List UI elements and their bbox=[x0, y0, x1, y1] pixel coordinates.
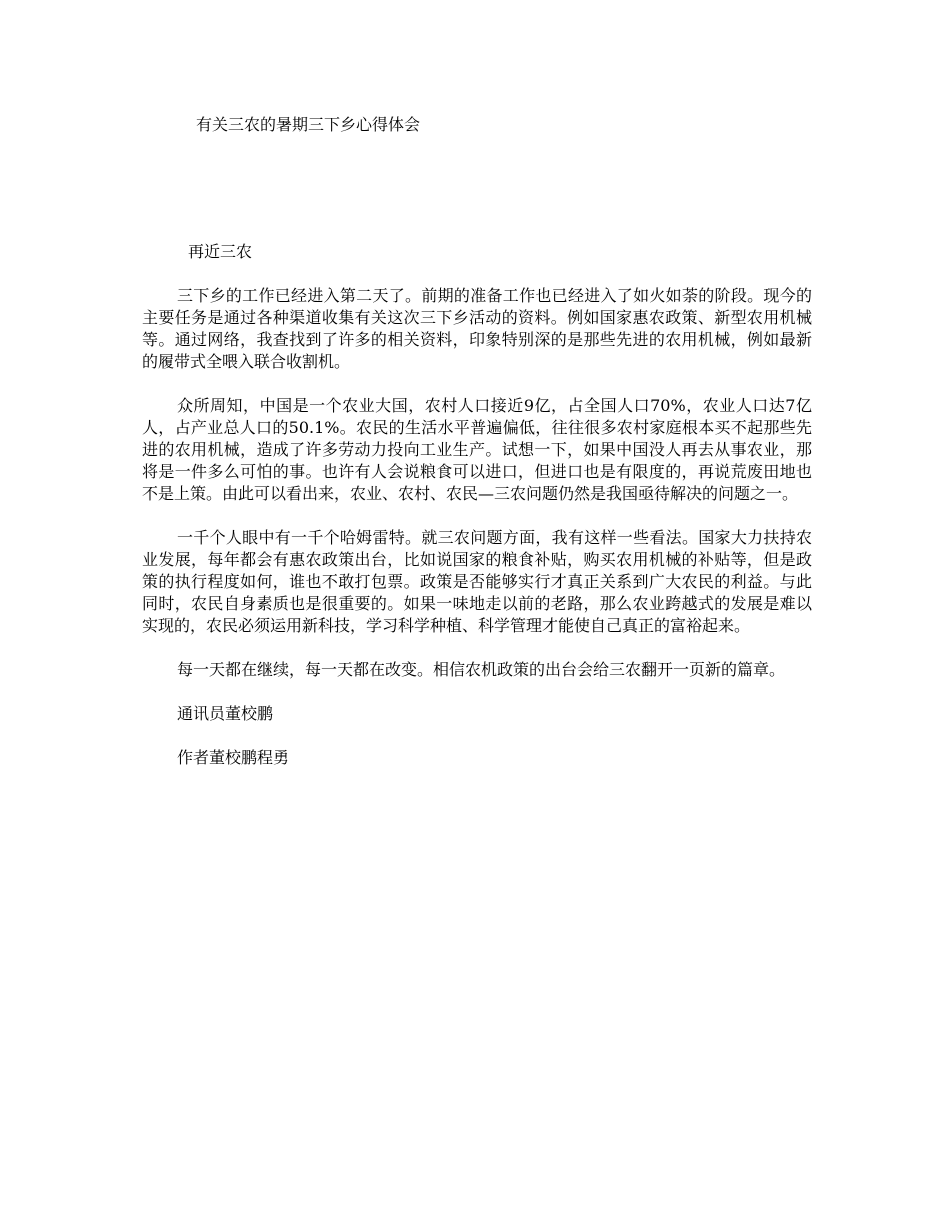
paragraph: 一千个人眼中有一千个哈姆雷特。就三农问题方面，我有这样一些看法。国家大力扶持农业发展，每年都会有惠农政策出台，比如说国家的粮食补贴，购买农用机械的补贴等，但是政策的执行程度如何，谁也不敢打包票。政策是否能够实行才真正关系到广大农民的利益。与此同时，农民自身素质也是很重要的。如果一味地走以前的老路，那么农业跨越式的发展是难以实现的，农民必须运用新科技，学习科学种植、科学管理才能使自己真正的富裕起来。 bbox=[142, 528, 812, 635]
paragraph: 每一天都在继续，每一天都在改变。相信农机政策的出台会给三农翻开一页新的篇章。 bbox=[177, 660, 786, 679]
correspondent-line: 通讯员董校鹏 bbox=[177, 704, 274, 723]
paragraph: 众所周知，中国是一个农业大国，农村人口接近9亿，占全国人口70%，农业人口达7亿人，占产业总人口的50.1%。农民的生活水平普遍偏低，往往很多农村家庭根本买不起那些先进的农用机械，造成了许多劳动力投向工业生产。试想一下，如果中国没人再去从事农业，那将是一件多么可怕的事。也许有人会说粮食可以进口，但进口也是有限度的，再说荒废田地也不是上策。由此可以看出来，农业、农村、农民—三农问题仍然是我国亟待解决的问题之一。 bbox=[142, 396, 812, 503]
author-line: 作者董校鹏程勇 bbox=[177, 748, 290, 767]
document-title: 有关三农的暑期三下乡心得体会 bbox=[196, 115, 421, 134]
document-body bbox=[142, 285, 812, 791]
paragraph: 三下乡的工作已经进入第二天了。前期的准备工作也已经进入了如火如荼的阶段。现今的主要任务是通过各种渠道收集有关这次三下乡活动的资料。例如国家惠农政策、新型农用机械等。通过网络，我查找到了许多的相关资料，印象特别深的是那些先进的农用机械，例如最新的履带式全喂入联合收割机。 bbox=[142, 286, 812, 371]
section-heading: 再近三农 bbox=[188, 242, 253, 261]
